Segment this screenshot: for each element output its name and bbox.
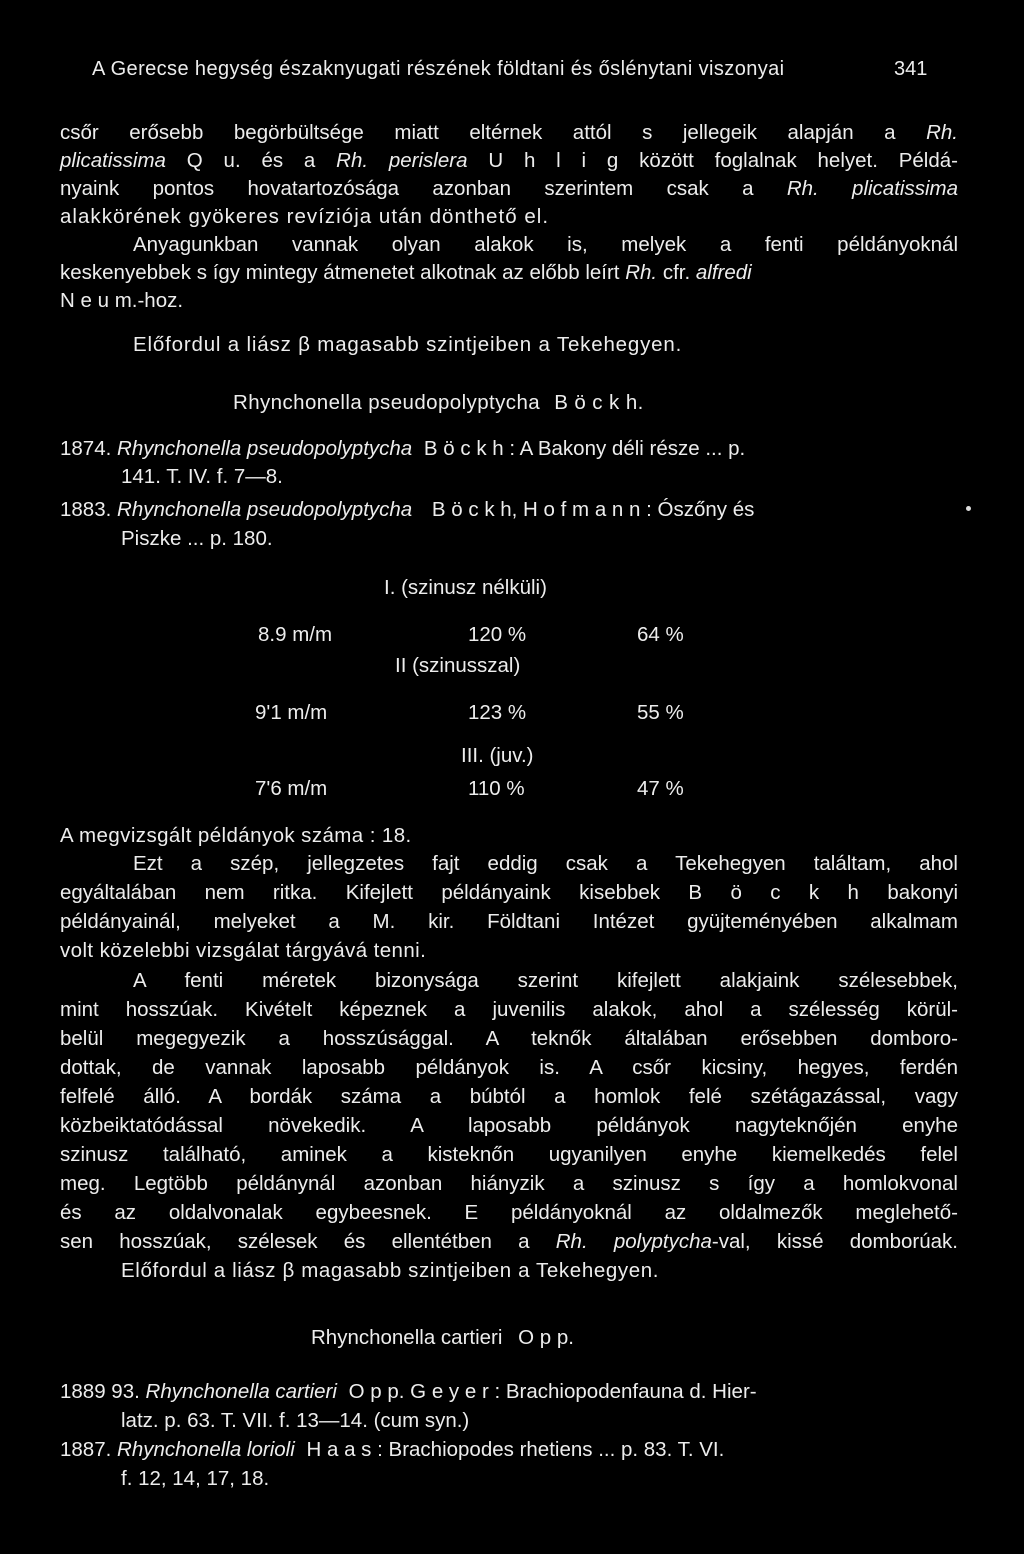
- taxon-name: Rh. perislera: [336, 149, 468, 172]
- text-span: dottak, de vannak laposabb példányok is. A csőr kicsiny, hegyes, ferdén: [60, 1056, 958, 1079]
- synonymy-cont: [121, 465, 958, 490]
- text-line: [60, 149, 958, 174]
- text-line: [60, 910, 958, 935]
- text-line: [60, 261, 958, 286]
- ref-text: latz. p. 63. T. VII. f. 13—14. (cum syn.): [121, 1409, 470, 1432]
- species-author: B ö c k h.: [554, 391, 644, 414]
- synonymy-entry: [60, 437, 958, 462]
- taxon-name: Rhynchonella pseudopolyptycha: [117, 498, 413, 521]
- text-span: alakkörének gyökeres revíziója után dönthető el.: [60, 205, 550, 228]
- ref-text: Piszke ... p. 180.: [121, 527, 273, 550]
- text-line: [133, 852, 958, 877]
- text-span: Anyagunkban vannak olyan alakok is, melyek a fenti példányoknál: [133, 233, 958, 256]
- measure-size: 7'6 m/m: [255, 777, 328, 800]
- text-line: [60, 1201, 958, 1226]
- ref-text: O p p. G e y e r : Brachiopodenfauna d. Hier-: [348, 1380, 757, 1403]
- text-span: meg. Legtöbb példánynál azonban hiányzik a szinusz s így a homlokvonal: [60, 1172, 958, 1195]
- species-heading: [311, 1326, 574, 1351]
- ref-text: 141. T. IV. f. 7—8.: [121, 465, 283, 488]
- text-line: [60, 1230, 958, 1255]
- text-span: cfr.: [662, 261, 691, 284]
- taxon-name: Rhynchonella cartieri: [145, 1380, 337, 1403]
- ref-year: 1889 93.: [60, 1380, 140, 1403]
- taxon-name: Rh. polyptycha: [555, 1230, 712, 1253]
- text-line: [133, 233, 958, 258]
- text-span: nyaink pontos hovatartozósága azonban szerintem csak a: [60, 177, 754, 200]
- taxon-name: Rh.: [926, 121, 958, 144]
- measure-size: 9'1 m/m: [255, 701, 328, 724]
- taxon-name: Rhynchonella lorioli: [117, 1438, 295, 1461]
- taxon-name: Rh.: [625, 261, 658, 284]
- text-span: belül megegyezik a hosszúsággal. A teknők általában erősebben domboro-: [60, 1027, 958, 1050]
- measure-size: 8.9 m/m: [258, 623, 333, 646]
- text-span: mint hosszúak. Kivételt képeznek a juvenilis alakok, ahol a szélesség körül-: [60, 998, 958, 1021]
- measure-ratio-2: 47 %: [637, 777, 684, 800]
- synonymy-cont: [121, 527, 958, 552]
- ref-text: H a a s : Brachiopodes rhetiens ... p. 83. T. VI.: [306, 1438, 725, 1461]
- text-line: [60, 1056, 958, 1081]
- species-name: Rhynchonella cartieri: [311, 1326, 503, 1349]
- text-span: A fenti méretek bizonysága szerint kifejlett alakjaink szélesebbek,: [133, 969, 958, 992]
- measure-ratio-2: 55 %: [637, 701, 684, 724]
- ref-year: 1874.: [60, 437, 112, 460]
- text-line: [133, 333, 958, 358]
- text-span: egyáltalában nem ritka. Kifejlett példányaink kisebbek B ö c k h bakonyi: [60, 881, 958, 904]
- text-line: [121, 1259, 946, 1284]
- ref-text: f. 12, 14, 17, 18.: [121, 1467, 270, 1490]
- text-span: Előfordul a liász β magasabb szintjeiben a Tekehegyen.: [133, 333, 683, 356]
- ref-text: B ö c k h, H o f m a n n : Ószőny és: [431, 498, 755, 521]
- text-line: [60, 1114, 958, 1139]
- synonymy-entry: [60, 498, 900, 523]
- species-author: O p p.: [518, 1326, 574, 1349]
- text-line: [60, 1085, 958, 1110]
- text-line: [60, 289, 958, 314]
- text-line: [60, 1172, 958, 1197]
- text-span: U h l i g között foglalnak helyet. Példá-: [488, 149, 958, 172]
- text-line: [60, 939, 958, 964]
- text-span: Előfordul a liász β magasabb szintjeiben a Tekehegyen.: [121, 1259, 660, 1282]
- text-line: [60, 824, 958, 849]
- measure-ratio-2: 64 %: [637, 623, 684, 646]
- text-span: sen hosszúak, szélesek és ellentétben a: [60, 1230, 530, 1253]
- synonymy-entry: [60, 1438, 958, 1463]
- synonymy-cont: [121, 1409, 958, 1434]
- synonymy-entry: [60, 1380, 958, 1405]
- text-span: szinusz található, aminek a kisteknőn ugyanilyen enyhe kiemelkedés felel: [60, 1143, 958, 1166]
- ref-year: 1887.: [60, 1438, 112, 1461]
- species-name: Rhynchonella pseudopolyptycha: [233, 391, 541, 414]
- text-line: [60, 121, 958, 146]
- ref-text: B ö c k h : A Bakony déli része ... p.: [423, 437, 746, 460]
- measure-ratio-1: 110 %: [468, 777, 525, 800]
- stray-mark: [966, 506, 971, 511]
- measure-ratio-1: 123 %: [468, 701, 527, 724]
- text-line: [60, 1143, 958, 1168]
- text-span: A megvizsgált példányok száma : 18.: [60, 824, 412, 847]
- text-span: keskenyebbek s így mintegy átmenetet alkotnak az előbb leírt: [60, 261, 620, 284]
- measure-group-label: I. (szinusz nélküli): [384, 576, 547, 599]
- text-span: közbeiktatódással növekedik. A laposabb példányok nagyteknőjén enyhe: [60, 1114, 958, 1137]
- text-span: volt közelebbi vizsgálat tárgyává tenni.: [60, 939, 427, 962]
- text-span: Ezt a szép, jellegzetes fajt eddig csak a Tekehegyen találtam, ahol: [133, 852, 958, 875]
- ref-year: 1883.: [60, 498, 112, 521]
- text-line: [60, 1027, 958, 1052]
- taxon-name: plicatissima: [60, 149, 166, 172]
- text-line: [60, 881, 958, 906]
- page-number: 341: [894, 58, 928, 80]
- taxon-name: Rhynchonella pseudopolyptycha: [117, 437, 413, 460]
- text-span: N e u m.-hoz.: [60, 289, 184, 312]
- text-span: felfelé álló. A bordák száma a búbtól a homlok felé szétágazással, vagy: [60, 1085, 958, 1108]
- text-line: [60, 205, 958, 230]
- measure-ratio-1: 120 %: [468, 623, 527, 646]
- measure-group-label: II (szinusszal): [395, 654, 521, 677]
- text-span: -val, kissé domborúak.: [711, 1230, 958, 1253]
- running-header: [92, 57, 785, 81]
- synonymy-cont: [121, 1467, 958, 1492]
- text-line: [60, 998, 958, 1023]
- taxon-name: alfredi: [695, 261, 752, 284]
- text-line: [60, 177, 958, 202]
- running-title: A Gerecse hegység északnyugati részének földtani és őslénytani viszonyai: [92, 58, 785, 80]
- measure-group-label: III. (juv.): [461, 744, 534, 767]
- taxon-name: Rh. plicatissima: [786, 177, 958, 200]
- text-span: Q u. és a: [186, 149, 316, 172]
- text-span: példányainál, melyeket a M. kir. Földtani Intézet gyüjteményében alkalmam: [60, 910, 958, 933]
- species-heading: [233, 391, 644, 416]
- text-line: [133, 969, 958, 994]
- text-span: csőr erősebb begörbültsége miatt eltérnek attól s jellegeik alapján a: [60, 121, 896, 144]
- text-span: és az oldalvonalak egybeesnek. E példányoknál az oldalmezők meglehető-: [60, 1201, 958, 1224]
